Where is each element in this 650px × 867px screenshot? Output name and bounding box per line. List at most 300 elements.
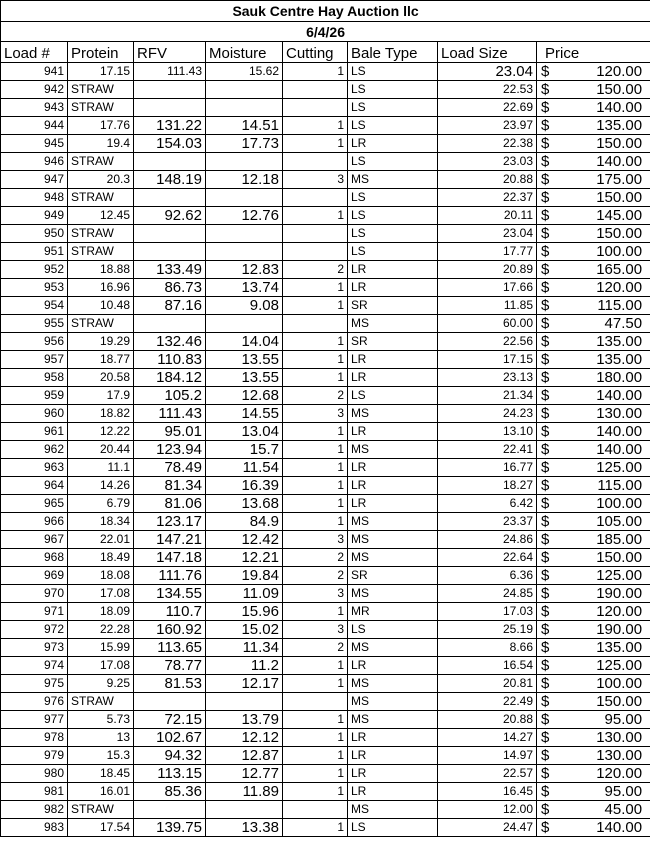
cell-cutting: 1 <box>283 765 348 783</box>
cell-moisture <box>206 81 283 99</box>
cell-moisture: 13.55 <box>206 369 283 387</box>
cell-bale-type: LR <box>348 261 438 279</box>
currency-symbol: $ <box>541 783 550 800</box>
currency-symbol: $ <box>541 369 550 386</box>
price-amount: 150.00 <box>596 549 643 566</box>
currency-symbol: $ <box>541 765 550 782</box>
price-amount: 95.00 <box>604 711 643 728</box>
cell-moisture: 12.12 <box>206 729 283 747</box>
price-amount: 165.00 <box>596 261 643 278</box>
cell-load-size: 20.89 <box>438 261 537 279</box>
cell-moisture: 84.9 <box>206 513 283 531</box>
cell-cutting: 3 <box>283 405 348 423</box>
cell-bale-type: LR <box>348 279 438 297</box>
table-body <box>1 63 650 837</box>
price-amount: 130.00 <box>596 405 643 422</box>
cell-moisture <box>206 801 283 819</box>
cell-bale-type: MS <box>348 549 438 567</box>
cell-protein: 17.08 <box>68 657 134 675</box>
currency-symbol: $ <box>541 675 550 692</box>
cell-bale-type: LR <box>348 729 438 747</box>
cell-rfv: 123.17 <box>134 513 206 531</box>
cell-rfv: 132.46 <box>134 333 206 351</box>
price-amount: 47.50 <box>604 315 643 332</box>
table-row <box>1 351 650 369</box>
cell-bale-type: MS <box>348 531 438 549</box>
cell-load-size: 14.27 <box>438 729 537 747</box>
cell-bale-type: LS <box>348 819 438 837</box>
cell-load: 968 <box>1 549 68 567</box>
price-amount: 190.00 <box>596 621 643 638</box>
cell-moisture: 12.87 <box>206 747 283 765</box>
cell-rfv: 110.7 <box>134 603 206 621</box>
currency-symbol: $ <box>541 657 550 674</box>
currency-symbol: $ <box>541 585 550 602</box>
currency-symbol: $ <box>541 243 550 260</box>
cell-bale-type: MS <box>348 441 438 459</box>
cell-load: 983 <box>1 819 68 837</box>
cell-price <box>537 171 650 189</box>
cell-bale-type: LS <box>348 99 438 117</box>
header-moisture: Moisture <box>206 42 283 63</box>
price-amount: 115.00 <box>597 297 643 314</box>
currency-symbol: $ <box>541 531 550 548</box>
header-rfv: RFV <box>134 42 206 63</box>
cell-moisture: 16.39 <box>206 477 283 495</box>
cell-bale-type: SR <box>348 297 438 315</box>
cell-rfv: 147.18 <box>134 549 206 567</box>
cell-protein: 6.79 <box>68 495 134 513</box>
price-amount: 135.00 <box>596 117 643 134</box>
cell-cutting: 1 <box>283 117 348 135</box>
table-row <box>1 279 650 297</box>
cell-bale-type: LS <box>348 153 438 171</box>
price-amount: 130.00 <box>596 747 643 764</box>
cell-moisture: 13.79 <box>206 711 283 729</box>
cell-load-size: 22.69 <box>438 99 537 117</box>
cell-load-size: 16.45 <box>438 783 537 801</box>
currency-symbol: $ <box>541 621 550 638</box>
table-row <box>1 153 650 171</box>
table-row <box>1 63 650 81</box>
cell-rfv: 111.43 <box>134 63 206 81</box>
cell-moisture: 11.09 <box>206 585 283 603</box>
cell-load: 970 <box>1 585 68 603</box>
table-row <box>1 747 650 765</box>
table-row <box>1 189 650 207</box>
table-row <box>1 549 650 567</box>
table-row <box>1 801 650 819</box>
cell-cutting: 1 <box>283 207 348 225</box>
cell-load: 945 <box>1 135 68 153</box>
cell-bale-type: MS <box>348 639 438 657</box>
sheet-title: Sauk Centre Hay Auction llc <box>1 1 650 22</box>
cell-cutting: 3 <box>283 531 348 549</box>
cell-price <box>537 783 650 801</box>
cell-load: 963 <box>1 459 68 477</box>
cell-price <box>537 675 650 693</box>
cell-cutting: 1 <box>283 603 348 621</box>
cell-load-size: 24.86 <box>438 531 537 549</box>
cell-bale-type: SR <box>348 333 438 351</box>
cell-protein: 20.44 <box>68 441 134 459</box>
price-amount: 125.00 <box>596 657 643 674</box>
cell-bale-type: LS <box>348 81 438 99</box>
cell-protein: STRAW <box>68 99 134 117</box>
cell-rfv: 111.43 <box>134 405 206 423</box>
cell-cutting: 1 <box>283 783 348 801</box>
price-amount: 105.00 <box>596 513 643 530</box>
cell-rfv <box>134 225 206 243</box>
cell-price <box>537 693 650 711</box>
cell-cutting: 1 <box>283 477 348 495</box>
cell-load-size: 23.37 <box>438 513 537 531</box>
cell-moisture: 14.04 <box>206 333 283 351</box>
cell-protein: 17.15 <box>68 63 134 81</box>
cell-load-size: 6.36 <box>438 567 537 585</box>
cell-load-size: 20.81 <box>438 675 537 693</box>
cell-price <box>537 135 650 153</box>
price-amount: 120.00 <box>596 765 643 782</box>
price-amount: 100.00 <box>596 675 643 692</box>
cell-rfv: 147.21 <box>134 531 206 549</box>
cell-price <box>537 603 650 621</box>
cell-cutting: 1 <box>283 297 348 315</box>
cell-protein: 5.73 <box>68 711 134 729</box>
cell-load: 973 <box>1 639 68 657</box>
cell-cutting <box>283 189 348 207</box>
cell-bale-type: MS <box>348 405 438 423</box>
price-amount: 120.00 <box>596 603 643 620</box>
table-row <box>1 135 650 153</box>
currency-symbol: $ <box>541 333 550 350</box>
cell-price <box>537 441 650 459</box>
cell-load-size: 23.04 <box>438 225 537 243</box>
table-row <box>1 765 650 783</box>
cell-bale-type: LS <box>348 243 438 261</box>
cell-price <box>537 747 650 765</box>
cell-load-size: 17.03 <box>438 603 537 621</box>
cell-load-size: 23.04 <box>438 63 537 81</box>
cell-moisture: 12.21 <box>206 549 283 567</box>
cell-cutting: 2 <box>283 261 348 279</box>
currency-symbol: $ <box>541 207 550 224</box>
cell-bale-type: MS <box>348 585 438 603</box>
table-row <box>1 639 650 657</box>
price-amount: 120.00 <box>596 63 643 80</box>
cell-cutting: 1 <box>283 495 348 513</box>
cell-rfv <box>134 801 206 819</box>
cell-load: 979 <box>1 747 68 765</box>
cell-rfv <box>134 99 206 117</box>
cell-rfv: 81.34 <box>134 477 206 495</box>
cell-load-size: 22.41 <box>438 441 537 459</box>
header-price: Price <box>537 42 650 63</box>
cell-load-size: 11.85 <box>438 297 537 315</box>
cell-rfv: 134.55 <box>134 585 206 603</box>
currency-symbol: $ <box>541 261 550 278</box>
cell-protein: 18.82 <box>68 405 134 423</box>
cell-bale-type: LR <box>348 423 438 441</box>
table-row <box>1 441 650 459</box>
price-amount: 100.00 <box>596 495 643 512</box>
currency-symbol: $ <box>541 189 550 206</box>
cell-load-size: 6.42 <box>438 495 537 513</box>
cell-protein: 22.01 <box>68 531 134 549</box>
cell-cutting: 1 <box>283 459 348 477</box>
price-amount: 150.00 <box>596 135 643 152</box>
cell-cutting <box>283 99 348 117</box>
cell-moisture: 11.89 <box>206 783 283 801</box>
price-amount: 45.00 <box>604 801 643 818</box>
cell-cutting: 1 <box>283 369 348 387</box>
cell-load: 982 <box>1 801 68 819</box>
table-row <box>1 99 650 117</box>
price-amount: 150.00 <box>596 189 643 206</box>
currency-symbol: $ <box>541 711 550 728</box>
cell-price <box>537 621 650 639</box>
cell-price <box>537 297 650 315</box>
currency-symbol: $ <box>541 603 550 620</box>
cell-cutting <box>283 153 348 171</box>
cell-load: 961 <box>1 423 68 441</box>
cell-moisture: 15.7 <box>206 441 283 459</box>
cell-protein: 15.99 <box>68 639 134 657</box>
cell-price <box>537 225 650 243</box>
cell-load: 977 <box>1 711 68 729</box>
cell-moisture: 12.17 <box>206 675 283 693</box>
cell-load-size: 14.97 <box>438 747 537 765</box>
cell-protein: 18.77 <box>68 351 134 369</box>
cell-rfv: 86.73 <box>134 279 206 297</box>
cell-protein: STRAW <box>68 153 134 171</box>
cell-load-size: 20.88 <box>438 711 537 729</box>
cell-rfv: 110.83 <box>134 351 206 369</box>
cell-price <box>537 333 650 351</box>
price-amount: 125.00 <box>596 459 643 476</box>
cell-bale-type: MS <box>348 693 438 711</box>
cell-load: 972 <box>1 621 68 639</box>
cell-load: 944 <box>1 117 68 135</box>
cell-protein: STRAW <box>68 225 134 243</box>
cell-moisture: 13.04 <box>206 423 283 441</box>
cell-bale-type: MS <box>348 315 438 333</box>
table-row <box>1 567 650 585</box>
cell-load-size: 20.11 <box>438 207 537 225</box>
currency-symbol: $ <box>541 639 550 656</box>
cell-rfv: 113.15 <box>134 765 206 783</box>
table-row <box>1 369 650 387</box>
table-row <box>1 117 650 135</box>
cell-load: 953 <box>1 279 68 297</box>
cell-load: 974 <box>1 657 68 675</box>
cell-bale-type: LR <box>348 369 438 387</box>
cell-load-size: 60.00 <box>438 315 537 333</box>
cell-cutting: 1 <box>283 657 348 675</box>
cell-bale-type: LR <box>348 657 438 675</box>
cell-price <box>537 729 650 747</box>
price-amount: 150.00 <box>596 81 643 98</box>
cell-moisture: 13.38 <box>206 819 283 837</box>
price-amount: 140.00 <box>596 819 643 836</box>
cell-load: 969 <box>1 567 68 585</box>
table-row <box>1 225 650 243</box>
price-amount: 125.00 <box>596 567 643 584</box>
cell-bale-type: LS <box>348 117 438 135</box>
cell-rfv: 92.62 <box>134 207 206 225</box>
currency-symbol: $ <box>541 477 550 494</box>
cell-moisture: 11.2 <box>206 657 283 675</box>
table-row <box>1 207 650 225</box>
cell-protein: 17.54 <box>68 819 134 837</box>
currency-symbol: $ <box>541 315 550 332</box>
cell-price <box>537 81 650 99</box>
table-row <box>1 495 650 513</box>
cell-moisture <box>206 315 283 333</box>
cell-moisture: 12.42 <box>206 531 283 549</box>
currency-symbol: $ <box>541 495 550 512</box>
cell-load: 966 <box>1 513 68 531</box>
cell-price <box>537 531 650 549</box>
cell-moisture: 14.55 <box>206 405 283 423</box>
cell-protein: 16.01 <box>68 783 134 801</box>
price-amount: 140.00 <box>596 153 643 170</box>
currency-symbol: $ <box>541 513 550 530</box>
cell-load-size: 24.47 <box>438 819 537 837</box>
table-row <box>1 387 650 405</box>
cell-moisture <box>206 693 283 711</box>
cell-load: 948 <box>1 189 68 207</box>
cell-protein: 18.34 <box>68 513 134 531</box>
currency-symbol: $ <box>541 549 550 566</box>
cell-protein: STRAW <box>68 315 134 333</box>
price-amount: 190.00 <box>596 585 643 602</box>
price-amount: 145.00 <box>596 207 643 224</box>
table-row <box>1 531 650 549</box>
cell-price <box>537 369 650 387</box>
cell-protein: 18.08 <box>68 567 134 585</box>
cell-moisture <box>206 99 283 117</box>
cell-price <box>537 423 650 441</box>
cell-moisture: 13.68 <box>206 495 283 513</box>
cell-rfv: 81.06 <box>134 495 206 513</box>
currency-symbol: $ <box>541 801 550 818</box>
cell-price <box>537 279 650 297</box>
cell-protein: 16.96 <box>68 279 134 297</box>
cell-moisture <box>206 189 283 207</box>
cell-moisture: 12.68 <box>206 387 283 405</box>
cell-protein: 18.45 <box>68 765 134 783</box>
table-row <box>1 585 650 603</box>
cell-protein: 13 <box>68 729 134 747</box>
cell-cutting: 1 <box>283 513 348 531</box>
cell-load: 980 <box>1 765 68 783</box>
cell-rfv: 131.22 <box>134 117 206 135</box>
cell-bale-type: LR <box>348 765 438 783</box>
currency-symbol: $ <box>541 171 550 188</box>
cell-protein: STRAW <box>68 801 134 819</box>
cell-load: 957 <box>1 351 68 369</box>
cell-load: 941 <box>1 63 68 81</box>
table-row <box>1 261 650 279</box>
table-row <box>1 621 650 639</box>
table-row <box>1 171 650 189</box>
table-row <box>1 459 650 477</box>
cell-price <box>537 495 650 513</box>
cell-bale-type: MS <box>348 171 438 189</box>
cell-rfv <box>134 81 206 99</box>
price-amount: 140.00 <box>596 423 643 440</box>
currency-symbol: $ <box>541 297 550 314</box>
cell-price <box>537 351 650 369</box>
header-protein: Protein <box>68 42 134 63</box>
cell-load: 981 <box>1 783 68 801</box>
cell-load-size: 12.00 <box>438 801 537 819</box>
cell-moisture: 12.76 <box>206 207 283 225</box>
currency-symbol: $ <box>541 351 550 368</box>
cell-rfv: 78.77 <box>134 657 206 675</box>
cell-bale-type: LR <box>348 135 438 153</box>
cell-rfv: 160.92 <box>134 621 206 639</box>
price-amount: 115.00 <box>597 477 643 494</box>
cell-load: 954 <box>1 297 68 315</box>
cell-moisture: 11.54 <box>206 459 283 477</box>
cell-protein: 11.1 <box>68 459 134 477</box>
price-amount: 185.00 <box>596 531 643 548</box>
cell-cutting: 1 <box>283 279 348 297</box>
cell-load: 962 <box>1 441 68 459</box>
currency-symbol: $ <box>541 135 550 152</box>
currency-symbol: $ <box>541 423 550 440</box>
cell-price <box>537 99 650 117</box>
currency-symbol: $ <box>541 819 550 836</box>
cell-bale-type: LR <box>348 351 438 369</box>
cell-load: 955 <box>1 315 68 333</box>
cell-load-size: 21.34 <box>438 387 537 405</box>
cell-rfv: 111.76 <box>134 567 206 585</box>
currency-symbol: $ <box>541 567 550 584</box>
cell-moisture: 19.84 <box>206 567 283 585</box>
cell-load: 950 <box>1 225 68 243</box>
cell-load: 949 <box>1 207 68 225</box>
cell-load: 943 <box>1 99 68 117</box>
cell-moisture: 17.73 <box>206 135 283 153</box>
table-row <box>1 513 650 531</box>
cell-moisture <box>206 243 283 261</box>
cell-cutting: 3 <box>283 585 348 603</box>
price-amount: 100.00 <box>596 243 643 260</box>
cell-load: 978 <box>1 729 68 747</box>
cell-price <box>537 513 650 531</box>
column-header-row <box>1 42 650 63</box>
cell-cutting: 1 <box>283 135 348 153</box>
cell-load: 947 <box>1 171 68 189</box>
cell-cutting <box>283 225 348 243</box>
cell-price <box>537 387 650 405</box>
cell-rfv: 102.67 <box>134 729 206 747</box>
cell-rfv: 113.65 <box>134 639 206 657</box>
price-amount: 175.00 <box>596 171 643 188</box>
cell-load-size: 17.15 <box>438 351 537 369</box>
price-amount: 150.00 <box>596 693 643 710</box>
cell-bale-type: LR <box>348 747 438 765</box>
currency-symbol: $ <box>541 225 550 242</box>
currency-symbol: $ <box>541 441 550 458</box>
price-amount: 140.00 <box>596 387 643 404</box>
currency-symbol: $ <box>541 99 550 116</box>
cell-load: 975 <box>1 675 68 693</box>
header-bale-type: Bale Type <box>348 42 438 63</box>
